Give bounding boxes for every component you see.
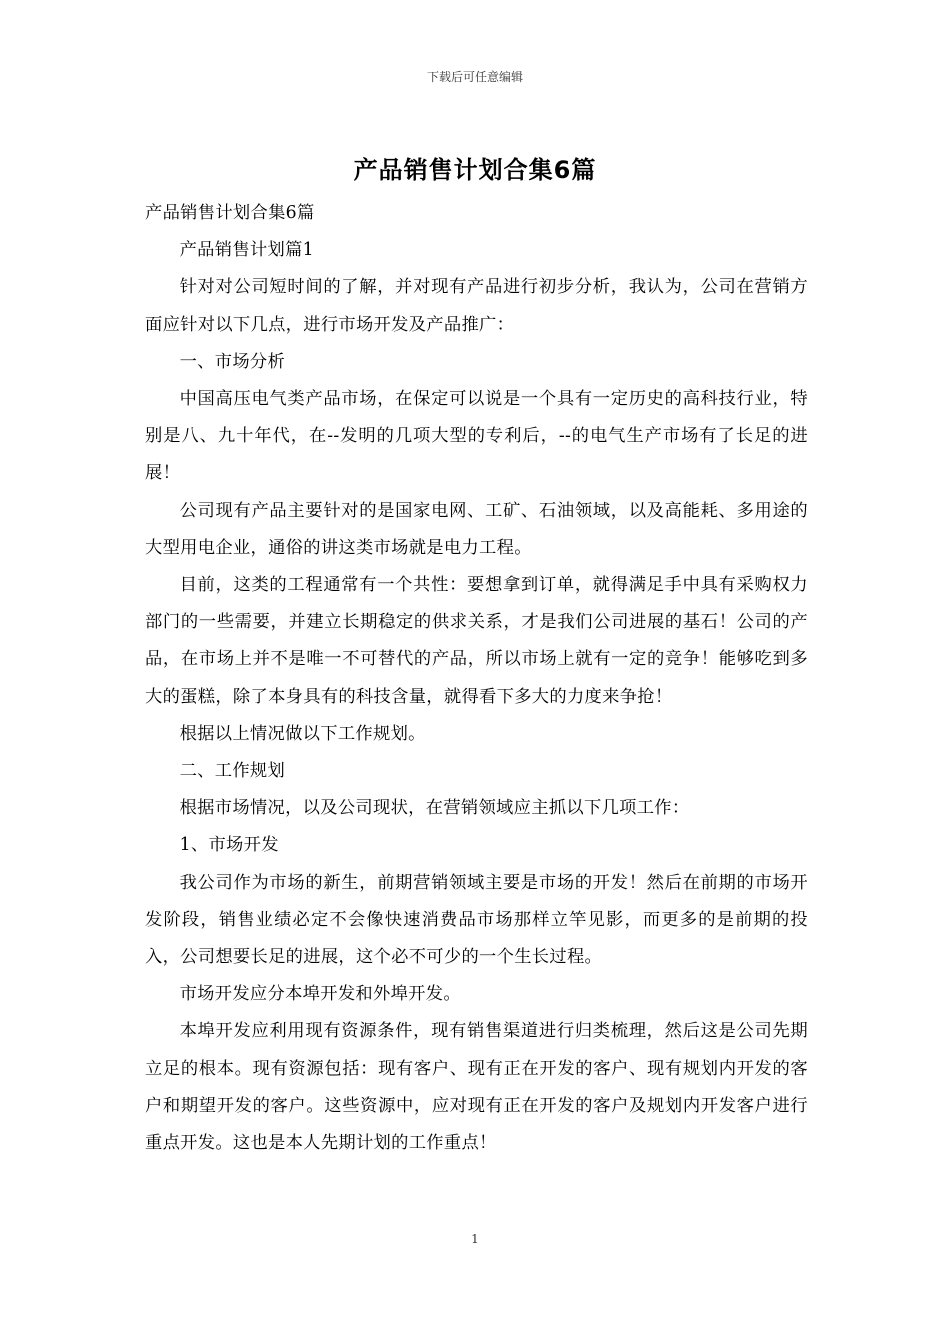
paragraph-section-heading: 产品销售计划篇1 <box>179 240 314 261</box>
paragraph: 中国高压电气类产品市场，在保定可以说是一个具有一定历史的高科技行业，特别是八、九十年代，在--发明的几项大型的专利后，--的电气生产市场有了长足的进展！ <box>145 389 808 484</box>
paragraph: 市场开发应分本埠开发和外埠开发。 <box>179 984 461 1005</box>
document-body <box>145 195 808 1162</box>
paragraph: 我公司作为市场的新生，前期营销领域主要是市场的开发！然后在前期的市场开发阶段，销售业绩必定不会像快速消费品市场那样立竿见影，而更多的是前期的投入，公司想要长足的进展，这个必不可少的一个生长过程。 <box>145 872 808 968</box>
paragraph-heading: 1、市场开发 <box>179 835 279 856</box>
paragraph: 目前，这类的工程通常有一个共性：要想拿到订单，就得满足手中具有采购权力部门的一些需要，并建立长期稳定的供求关系，才是我们公司进展的基石！公司的产品，在市场上并不是唯一不可替代的产品，所以市场上就有一定的竞争！能够吃到多大的蛋糕，除了本身具有的科技含量，就得看下多大的力度来争抢！ <box>145 575 808 707</box>
paragraph-heading: 一、市场分析 <box>179 351 286 372</box>
paragraph: 公司现有产品主要针对的是国家电网、工矿、石油领域，以及高能耗、多用途的大型用电企业，通俗的讲这类市场就是电力工程。 <box>145 500 808 558</box>
page-number: 1 <box>471 1232 479 1246</box>
paragraph: 本埠开发应利用现有资源条件，现有销售渠道进行归类梳理，然后这是公司先期立足的根本。现有资源包括：现有客户、现有正在开发的客户、现有规划内开发的客户和期望开发的客户。这些资源中，应对现有正在开发的客户及规划内开发客户进行重点开发。这也是本人先期计划的工作重点！ <box>145 1021 808 1154</box>
paragraph-heading: 二、工作规划 <box>179 761 286 782</box>
paragraph-subtitle: 产品销售计划合集6篇 <box>145 203 315 223</box>
paragraph: 根据市场情况，以及公司现状，在营销领域应主抓以下几项工作： <box>179 798 690 819</box>
document-title: 产品销售计划合集6篇 <box>353 156 597 184</box>
paragraph: 根据以上情况做以下工作规划。 <box>179 723 426 744</box>
page-header: 下载后可任意编辑 <box>426 70 523 84</box>
paragraph: 针对对公司短时间的了解，并对现有产品进行初步分析，我认为，公司在营销方面应针对以下几点，进行市场开发及产品推广： <box>145 277 808 335</box>
